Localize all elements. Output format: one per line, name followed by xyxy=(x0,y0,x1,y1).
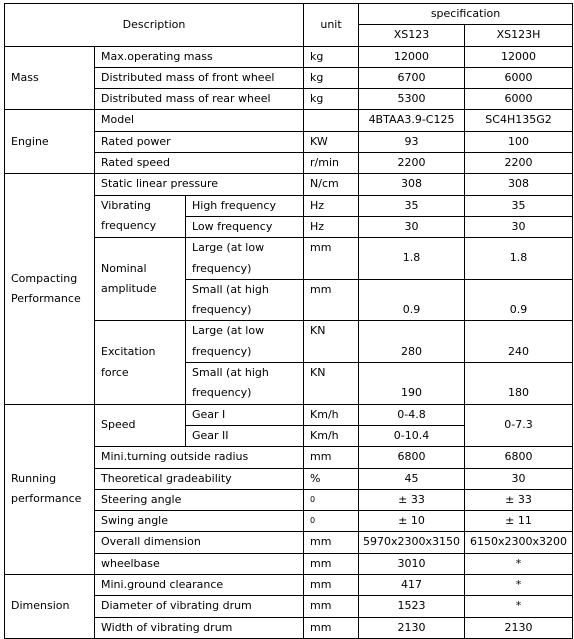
group-label-vibrating-frequency: Vibrating frequency xyxy=(95,195,186,238)
value-a: 93 xyxy=(359,131,465,152)
value-b: 6800 xyxy=(465,447,573,468)
value-b: ± 33 xyxy=(465,489,573,510)
row-unit: mm xyxy=(304,617,359,638)
value-b: 30 xyxy=(465,468,573,489)
value-b: 240 xyxy=(465,321,573,363)
row-label: High frequency xyxy=(186,195,304,216)
category-running: Running performance xyxy=(5,404,95,574)
value-a: 45 xyxy=(359,468,465,489)
value-a: 0-10.4 xyxy=(359,425,465,446)
value-b: 100 xyxy=(465,131,573,152)
value-a: 4BTAA3.9-C125 xyxy=(359,110,465,131)
value-a: 12000 xyxy=(359,46,465,67)
value-b: SC4H135G2 xyxy=(465,110,573,131)
row-unit: mm xyxy=(304,553,359,574)
row-label: Distributed mass of front wheel xyxy=(95,67,304,88)
value-b: * xyxy=(465,553,573,574)
row-unit: mm xyxy=(304,238,359,280)
value-b: 6150x2300x3200 xyxy=(465,532,573,553)
category-dimension: Dimension xyxy=(5,575,95,639)
value-a: 2130 xyxy=(359,617,465,638)
row-unit: Km/h xyxy=(304,425,359,446)
value-b-speed: 0-7.3 xyxy=(465,404,573,447)
row-unit: 0 xyxy=(304,511,359,532)
group-label-excitation-force: Excitation force xyxy=(95,321,186,404)
row-label: Gear I xyxy=(186,404,304,425)
row-label: Mini.turning outside radius xyxy=(95,447,304,468)
header-model-a: XS123 xyxy=(359,25,465,46)
row-label: Width of vibrating drum xyxy=(95,617,304,638)
row-label: Mini.ground clearance xyxy=(95,575,304,596)
row-unit: mm xyxy=(304,575,359,596)
row-label: Max.operating mass xyxy=(95,46,304,67)
value-b: 0.9 xyxy=(465,279,573,321)
category-mass: Mass xyxy=(5,46,95,110)
value-b: 35 xyxy=(465,195,573,216)
table-row xyxy=(5,110,573,131)
row-unit: % xyxy=(304,468,359,489)
row-label: Swing angle xyxy=(95,511,304,532)
value-b: 308 xyxy=(465,174,573,195)
row-label: Static linear pressure xyxy=(95,174,304,195)
row-label: Rated power xyxy=(95,131,304,152)
header-row xyxy=(5,4,573,25)
header-specification: specification xyxy=(359,4,573,25)
row-label: Steering angle xyxy=(95,489,304,510)
value-b: 2200 xyxy=(465,153,573,174)
value-a: 3010 xyxy=(359,553,465,574)
value-a: 417 xyxy=(359,575,465,596)
value-a: 35 xyxy=(359,195,465,216)
row-label: Large (at low frequency) xyxy=(186,238,304,280)
group-label-speed: Speed xyxy=(95,404,186,447)
row-unit: Hz xyxy=(304,216,359,237)
value-b: 2130 xyxy=(465,617,573,638)
value-b: * xyxy=(465,575,573,596)
header-unit: unit xyxy=(304,4,359,47)
row-unit: Km/h xyxy=(304,404,359,425)
row-unit: 0 xyxy=(304,489,359,510)
category-compacting: Compacting Performance xyxy=(5,174,95,404)
category-engine: Engine xyxy=(5,110,95,174)
value-b: 6000 xyxy=(465,89,573,110)
row-label: Distributed mass of rear wheel xyxy=(95,89,304,110)
header-model-b: XS123H xyxy=(465,25,573,46)
value-a: 280 xyxy=(359,321,465,363)
value-a: 0-4.8 xyxy=(359,404,465,425)
value-a: 1.8 xyxy=(359,238,465,280)
value-a: ± 10 xyxy=(359,511,465,532)
value-a: 5300 xyxy=(359,89,465,110)
row-unit: KN xyxy=(304,321,359,363)
row-unit: kg xyxy=(304,67,359,88)
row-unit: mm xyxy=(304,596,359,617)
table-row xyxy=(5,46,573,67)
value-b: * xyxy=(465,596,573,617)
value-a: 308 xyxy=(359,174,465,195)
value-b: 12000 xyxy=(465,46,573,67)
row-label: Overall dimension xyxy=(95,532,304,553)
value-b: ± 11 xyxy=(465,511,573,532)
table-row xyxy=(5,404,573,425)
header-description: Description xyxy=(5,4,304,47)
row-label: Gear II xyxy=(186,425,304,446)
row-unit: N/cm xyxy=(304,174,359,195)
row-label: Large (at low frequency) xyxy=(186,321,304,363)
row-unit: r/min xyxy=(304,153,359,174)
value-a: ± 33 xyxy=(359,489,465,510)
row-label: Small (at high frequency) xyxy=(186,363,304,405)
value-b: 6000 xyxy=(465,67,573,88)
row-unit: kg xyxy=(304,89,359,110)
table-row xyxy=(5,174,573,195)
row-unit: mm xyxy=(304,532,359,553)
row-unit: KN xyxy=(304,363,359,405)
value-a: 1523 xyxy=(359,596,465,617)
value-b: 1.8 xyxy=(465,238,573,280)
value-a: 190 xyxy=(359,363,465,405)
value-a: 2200 xyxy=(359,153,465,174)
row-label: Low frequency xyxy=(186,216,304,237)
row-unit: mm xyxy=(304,447,359,468)
value-b: 180 xyxy=(465,363,573,405)
value-b: 30 xyxy=(465,216,573,237)
value-a: 0.9 xyxy=(359,279,465,321)
specification-table xyxy=(4,3,573,639)
row-label: Model xyxy=(95,110,304,131)
row-label: wheelbase xyxy=(95,553,304,574)
row-label: Small (at high frequency) xyxy=(186,279,304,321)
row-label: Diameter of vibrating drum xyxy=(95,596,304,617)
row-unit: KW xyxy=(304,131,359,152)
value-a: 6800 xyxy=(359,447,465,468)
value-a: 30 xyxy=(359,216,465,237)
row-unit: kg xyxy=(304,46,359,67)
row-label: Rated speed xyxy=(95,153,304,174)
row-unit: Hz xyxy=(304,195,359,216)
row-unit xyxy=(304,110,359,131)
table-row xyxy=(5,575,573,596)
row-unit: mm xyxy=(304,279,359,321)
value-a: 6700 xyxy=(359,67,465,88)
group-label-nominal-amplitude: Nominal amplitude xyxy=(95,238,186,321)
row-label: Theoretical gradeability xyxy=(95,468,304,489)
value-a: 5970x2300x3150 xyxy=(359,532,465,553)
